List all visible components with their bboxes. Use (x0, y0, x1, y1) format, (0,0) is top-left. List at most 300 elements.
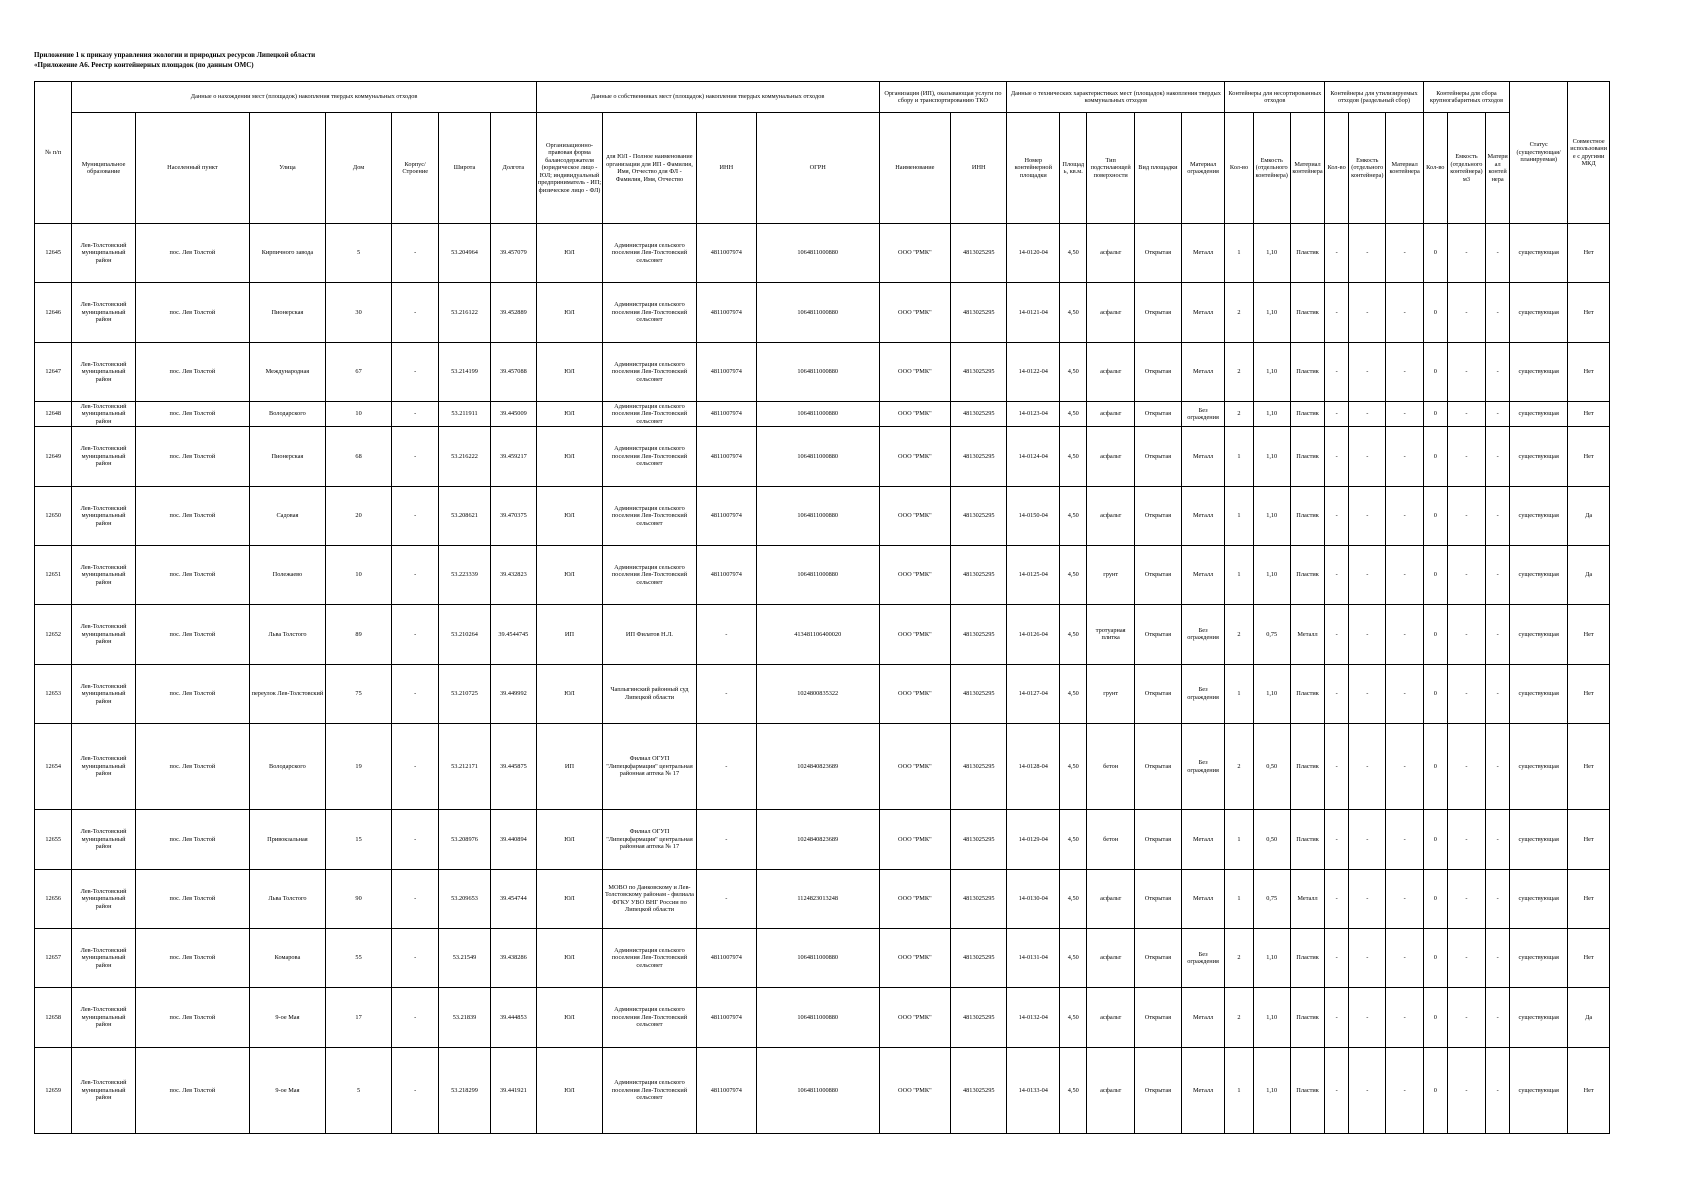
cell-r-material: - (1386, 810, 1423, 869)
cell-area: 4,50 (1060, 988, 1087, 1047)
col-shared: Совместное использование с другими МКД (1568, 82, 1610, 224)
cell-status: существующая (1510, 664, 1568, 723)
cell-r-count: - (1325, 283, 1349, 342)
cell-fence: Без ограждения (1181, 664, 1225, 723)
cell-settlement: пос. Лев Толстой (135, 224, 249, 283)
cell-r-capacity: - (1349, 988, 1386, 1047)
cell-b-capacity: - (1447, 869, 1485, 928)
cell-site-type: Открытая (1135, 486, 1182, 545)
cell-inn: 4811007974 (696, 401, 756, 426)
cell-u-count: 1 (1225, 224, 1253, 283)
cell-area: 4,50 (1060, 605, 1087, 664)
cell-b-material: - (1486, 342, 1510, 401)
cell-mo: Лев-Толстовский муниципальный район (72, 869, 135, 928)
cell-u-material: Металл (1290, 605, 1324, 664)
cell-u-capacity: 1,10 (1253, 342, 1290, 401)
cell-b-material: - (1486, 427, 1510, 486)
cell-num: 12649 (35, 427, 72, 486)
cell-b-count: 0 (1423, 486, 1447, 545)
cell-u-count: 2 (1225, 723, 1253, 809)
cell-b-count: 0 (1423, 664, 1447, 723)
cell-u-material: Пластик (1290, 224, 1324, 283)
cell-site-type: Открытая (1135, 869, 1182, 928)
cell-owner: ИП Филатов Н.Л. (603, 605, 696, 664)
cell-settlement: пос. Лев Толстой (135, 342, 249, 401)
cell-area: 4,50 (1060, 928, 1087, 987)
table-row (35, 427, 1610, 486)
cell-u-material: Пластик (1290, 664, 1324, 723)
table-row (35, 224, 1610, 283)
cell-mo: Лев-Толстовский муниципальный район (72, 283, 135, 342)
col-site-type: Вид площадки (1135, 113, 1182, 224)
col-house: Дом (325, 113, 391, 224)
cell-num: 12654 (35, 723, 72, 809)
cell-u-count: 2 (1225, 605, 1253, 664)
cell-num: 12647 (35, 342, 72, 401)
cell-surface: асфальт (1087, 988, 1135, 1047)
cell-surface: асфальт (1087, 224, 1135, 283)
cell-fence: Металл (1181, 810, 1225, 869)
cell-num: 12656 (35, 869, 72, 928)
cell-shared: Нет (1568, 224, 1610, 283)
cell-house: 20 (325, 486, 391, 545)
cell-r-material: - (1386, 545, 1423, 604)
cell-building: - (392, 928, 439, 987)
cell-lat: 53.216122 (439, 283, 491, 342)
group-bulky: Контейнеры для сбора крупногабаритных отходов (1423, 82, 1509, 113)
cell-u-capacity: 0,50 (1253, 723, 1290, 809)
cell-num: 12652 (35, 605, 72, 664)
cell-u-count: 2 (1225, 401, 1253, 426)
cell-status: существующая (1510, 486, 1568, 545)
cell-u-count: 1 (1225, 545, 1253, 604)
cell-op-inn: 4813025295 (951, 1047, 1007, 1133)
cell-status: существующая (1510, 723, 1568, 809)
cell-site-no: 14-0127-04 (1007, 664, 1060, 723)
cell-b-count: 0 (1423, 869, 1447, 928)
cell-lon: 39.454744 (490, 869, 536, 928)
cell-b-material: - (1486, 723, 1510, 809)
cell-site-no: 14-0124-04 (1007, 427, 1060, 486)
cell-u-capacity: 1,10 (1253, 928, 1290, 987)
col-inn: ИНН (696, 113, 756, 224)
cell-shared: Да (1568, 988, 1610, 1047)
cell-r-material: - (1386, 342, 1423, 401)
cell-num: 12653 (35, 664, 72, 723)
cell-op-inn: 4813025295 (951, 723, 1007, 809)
cell-lon: 39.444853 (490, 988, 536, 1047)
cell-mo: Лев-Толстовский муниципальный район (72, 342, 135, 401)
cell-area: 4,50 (1060, 664, 1087, 723)
table-row (35, 869, 1610, 928)
cell-r-count: - (1325, 810, 1349, 869)
table-row (35, 810, 1610, 869)
cell-shared: Нет (1568, 342, 1610, 401)
cell-ogrn: 1124823013248 (756, 869, 879, 928)
col-lat: Широта (439, 113, 491, 224)
cell-surface: асфальт (1087, 283, 1135, 342)
cell-ogrn: 1024840823689 (756, 810, 879, 869)
cell-site-type: Открытая (1135, 342, 1182, 401)
cell-site-type: Открытая (1135, 605, 1182, 664)
cell-r-material: - (1386, 928, 1423, 987)
cell-site-type: Открытая (1135, 928, 1182, 987)
group-unsorted: Контейнеры для несортированных отходов (1225, 82, 1325, 113)
col-owner-name: для ЮЛ - Полное наименование организации для ИП - Фамилия, Имя, Отчество для ФЛ - Фамилия, Имя, Отчество (603, 113, 696, 224)
cell-street: Льва Толстого (250, 605, 326, 664)
cell-org-form: ЮЛ (536, 401, 602, 426)
cell-u-capacity: 1,10 (1253, 664, 1290, 723)
cell-lon: 39.4544745 (490, 605, 536, 664)
cell-org-form: ИП (536, 605, 602, 664)
cell-settlement: пос. Лев Толстой (135, 1047, 249, 1133)
cell-lon: 39.452889 (490, 283, 536, 342)
cell-r-material: - (1386, 224, 1423, 283)
cell-site-no: 14-0122-04 (1007, 342, 1060, 401)
table-row (35, 342, 1610, 401)
cell-fence: Металл (1181, 427, 1225, 486)
cell-r-count: - (1325, 401, 1349, 426)
cell-site-type: Открытая (1135, 723, 1182, 809)
cell-surface: асфальт (1087, 486, 1135, 545)
cell-street: Льва Толстого (250, 869, 326, 928)
col-ogrn: ОГРН (756, 113, 879, 224)
cell-house: 55 (325, 928, 391, 987)
cell-u-count: 1 (1225, 664, 1253, 723)
cell-inn: 4811007974 (696, 545, 756, 604)
col-street: Улица (250, 113, 326, 224)
cell-mo: Лев-Толстовский муниципальный район (72, 1047, 135, 1133)
cell-u-material: Пластик (1290, 486, 1324, 545)
cell-ogrn: 1064811000880 (756, 224, 879, 283)
cell-u-material: Металл (1290, 869, 1324, 928)
cell-building: - (392, 224, 439, 283)
cell-shared: Да (1568, 545, 1610, 604)
cell-ogrn: 413481106400020 (756, 605, 879, 664)
cell-op-name: ООО "РМК" (879, 928, 951, 987)
cell-shared: Нет (1568, 664, 1610, 723)
cell-ogrn: 1064811000880 (756, 401, 879, 426)
col-lon: Долгота (490, 113, 536, 224)
cell-r-material: - (1386, 283, 1423, 342)
cell-org-form: ЮЛ (536, 283, 602, 342)
cell-op-inn: 4813025295 (951, 605, 1007, 664)
cell-r-capacity: - (1349, 605, 1386, 664)
col-org-form: Организационно-правовая форма балансодержателя (юридическое лицо - ЮЛ; индивидуальный предприниматель - ИП; физическое лицо - ФЛ) (536, 113, 602, 224)
cell-surface: грунт (1087, 545, 1135, 604)
cell-site-no: 14-0133-04 (1007, 1047, 1060, 1133)
cell-fence: Металл (1181, 486, 1225, 545)
cell-u-capacity: 1,10 (1253, 1047, 1290, 1133)
cell-org-form: ЮЛ (536, 928, 602, 987)
cell-ogrn: 1064811000880 (756, 427, 879, 486)
cell-ogrn: 1064811000880 (756, 342, 879, 401)
cell-org-form: ЮЛ (536, 486, 602, 545)
cell-house: 30 (325, 283, 391, 342)
cell-lon: 39.438286 (490, 928, 536, 987)
cell-inn: 4811007974 (696, 928, 756, 987)
cell-org-form: ЮЛ (536, 869, 602, 928)
col-operator-name: Наименование (879, 113, 951, 224)
group-recyclable: Контейнеры для утилизируемых отходов (раздельный сбор) (1325, 82, 1424, 113)
col-fence: Материал ограждения (1181, 113, 1225, 224)
cell-r-capacity: - (1349, 486, 1386, 545)
cell-settlement: пос. Лев Толстой (135, 988, 249, 1047)
cell-inn: 4811007974 (696, 224, 756, 283)
cell-status: существующая (1510, 545, 1568, 604)
cell-b-capacity: - (1447, 988, 1485, 1047)
container-sites-register-table (34, 81, 1610, 1134)
cell-shared: Нет (1568, 283, 1610, 342)
cell-inn: 4811007974 (696, 486, 756, 545)
cell-b-material: - (1486, 928, 1510, 987)
cell-fence: Металл (1181, 869, 1225, 928)
cell-surface: бетон (1087, 810, 1135, 869)
cell-surface: тротуарная плитка (1087, 605, 1135, 664)
cell-street: 9-ое Мая (250, 988, 326, 1047)
cell-lon: 39.470375 (490, 486, 536, 545)
cell-u-count: 2 (1225, 342, 1253, 401)
cell-street: Володарского (250, 401, 326, 426)
cell-settlement: пос. Лев Толстой (135, 401, 249, 426)
cell-ogrn: 1064811000880 (756, 283, 879, 342)
cell-r-capacity: - (1349, 342, 1386, 401)
cell-u-count: 2 (1225, 928, 1253, 987)
cell-house: 15 (325, 810, 391, 869)
cell-shared: Нет (1568, 1047, 1610, 1133)
cell-r-capacity: - (1349, 928, 1386, 987)
cell-op-name: ООО "РМК" (879, 401, 951, 426)
cell-owner: Администрация сельского поселения Лев-Толстовский сельсовет (603, 342, 696, 401)
cell-inn: 4811007974 (696, 988, 756, 1047)
cell-street: Привокзальная (250, 810, 326, 869)
cell-b-capacity: - (1447, 401, 1485, 426)
cell-owner: Администрация сельского поселения Лев-Толстовский сельсовет (603, 283, 696, 342)
cell-r-material: - (1386, 401, 1423, 426)
cell-op-name: ООО "РМК" (879, 427, 951, 486)
cell-site-type: Открытая (1135, 401, 1182, 426)
cell-num: 12651 (35, 545, 72, 604)
cell-u-count: 1 (1225, 486, 1253, 545)
cell-shared: Нет (1568, 605, 1610, 664)
cell-lat: 53.210725 (439, 664, 491, 723)
header-line-2: «Приложение А6. Реестр контейнерных площадок (по данным ОМС) (34, 61, 254, 69)
cell-inn: - (696, 664, 756, 723)
cell-op-name: ООО "РМК" (879, 224, 951, 283)
col-recyclable-capacity: Емкость (отдельного контейнера) (1349, 113, 1386, 224)
cell-site-no: 14-0150-04 (1007, 486, 1060, 545)
cell-b-material: - (1486, 283, 1510, 342)
cell-fence: Металл (1181, 988, 1225, 1047)
cell-org-form: ЮЛ (536, 988, 602, 1047)
cell-settlement: пос. Лев Толстой (135, 723, 249, 809)
cell-r-capacity: - (1349, 869, 1386, 928)
cell-r-count: - (1325, 342, 1349, 401)
table-row (35, 988, 1610, 1047)
cell-op-inn: 4813025295 (951, 486, 1007, 545)
cell-inn: - (696, 723, 756, 809)
cell-surface: асфальт (1087, 1047, 1135, 1133)
cell-owner: Чаплыгинский районный суд Липецкой области (603, 664, 696, 723)
cell-settlement: пос. Лев Толстой (135, 605, 249, 664)
col-area: Площадь, кв.м. (1060, 113, 1087, 224)
cell-street: Кирпичного завода (250, 224, 326, 283)
cell-op-name: ООО "РМК" (879, 605, 951, 664)
cell-status: существующая (1510, 928, 1568, 987)
cell-site-type: Открытая (1135, 664, 1182, 723)
cell-fence: Металл (1181, 342, 1225, 401)
cell-status: существующая (1510, 988, 1568, 1047)
cell-r-count: - (1325, 545, 1349, 604)
cell-lon: 39.459217 (490, 427, 536, 486)
cell-shared: Нет (1568, 401, 1610, 426)
cell-house: 67 (325, 342, 391, 401)
group-tech: Данные о технических характеристиках мест (площадок) накопления твердых коммунальных отходов (1007, 82, 1225, 113)
cell-b-capacity: - (1447, 723, 1485, 809)
cell-area: 4,50 (1060, 401, 1087, 426)
cell-u-material: Пластик (1290, 545, 1324, 604)
cell-u-count: 1 (1225, 869, 1253, 928)
cell-r-capacity: - (1349, 723, 1386, 809)
cell-surface: асфальт (1087, 869, 1135, 928)
cell-num: 12650 (35, 486, 72, 545)
cell-area: 4,50 (1060, 427, 1087, 486)
cell-op-name: ООО "РМК" (879, 342, 951, 401)
cell-lon: 39.440894 (490, 810, 536, 869)
cell-u-capacity: 1,10 (1253, 401, 1290, 426)
table-row (35, 545, 1610, 604)
cell-lat: 53.21549 (439, 928, 491, 987)
cell-r-count: - (1325, 1047, 1349, 1133)
cell-op-name: ООО "РМК" (879, 869, 951, 928)
cell-u-count: 1 (1225, 810, 1253, 869)
cell-house: 10 (325, 545, 391, 604)
cell-u-material: Пластик (1290, 1047, 1324, 1133)
cell-settlement: пос. Лев Толстой (135, 486, 249, 545)
cell-r-material: - (1386, 988, 1423, 1047)
cell-u-capacity: 0,75 (1253, 605, 1290, 664)
cell-settlement: пос. Лев Толстой (135, 810, 249, 869)
cell-house: 19 (325, 723, 391, 809)
cell-mo: Лев-Толстовский муниципальный район (72, 988, 135, 1047)
cell-lat: 53.210264 (439, 605, 491, 664)
cell-ogrn: 1064811000880 (756, 486, 879, 545)
cell-org-form: ЮЛ (536, 224, 602, 283)
cell-fence: Металл (1181, 545, 1225, 604)
cell-fence: Без ограждения (1181, 401, 1225, 426)
cell-building: - (392, 486, 439, 545)
cell-mo: Лев-Толстовский муниципальный район (72, 401, 135, 426)
cell-status: существующая (1510, 427, 1568, 486)
cell-street: Полежаево (250, 545, 326, 604)
cell-street: 9-ое Мая (250, 1047, 326, 1133)
cell-r-material: - (1386, 605, 1423, 664)
cell-org-form: ЮЛ (536, 664, 602, 723)
cell-owner: Администрация сельского поселения Лев-Толстовский сельсовет (603, 427, 696, 486)
cell-settlement: пос. Лев Толстой (135, 283, 249, 342)
cell-site-no: 14-0126-04 (1007, 605, 1060, 664)
cell-lon: 39.432823 (490, 545, 536, 604)
col-building: Корпус/Строение (392, 113, 439, 224)
cell-shared: Нет (1568, 427, 1610, 486)
col-unsorted-material: Материал контейнера (1290, 113, 1324, 224)
cell-u-material: Пластик (1290, 427, 1324, 486)
cell-r-material: - (1386, 869, 1423, 928)
cell-u-count: 2 (1225, 988, 1253, 1047)
cell-r-material: - (1386, 486, 1423, 545)
cell-b-capacity: - (1447, 545, 1485, 604)
cell-r-count: - (1325, 486, 1349, 545)
cell-status: существующая (1510, 224, 1568, 283)
cell-inn: 4811007974 (696, 342, 756, 401)
table-row (35, 605, 1610, 664)
cell-b-material: - (1486, 869, 1510, 928)
cell-owner: МОВО по Данковскому и Лев-Толстовскому районам - филиала ФГКУ УВО ВНГ России по Липецкой области (603, 869, 696, 928)
cell-b-count: 0 (1423, 605, 1447, 664)
cell-surface: грунт (1087, 664, 1135, 723)
cell-b-capacity: - (1447, 1047, 1485, 1133)
cell-lat: 53.208621 (439, 486, 491, 545)
cell-lat: 53.209653 (439, 869, 491, 928)
cell-r-material: - (1386, 1047, 1423, 1133)
cell-lon: 39.445875 (490, 723, 536, 809)
cell-u-material: Пластик (1290, 283, 1324, 342)
cell-shared: Нет (1568, 928, 1610, 987)
cell-r-capacity: - (1349, 427, 1386, 486)
col-recyclable-count: Кол-во (1325, 113, 1349, 224)
cell-b-count: 0 (1423, 545, 1447, 604)
cell-building: - (392, 723, 439, 809)
group-operator: Организация (ИП), оказывающая услуги по сбору и транспортированию ТКО (879, 82, 1007, 113)
cell-num: 12657 (35, 928, 72, 987)
cell-area: 4,50 (1060, 810, 1087, 869)
cell-owner: Филиал ОГУП "Липецкфармация" центральная районная аптека № 17 (603, 723, 696, 809)
cell-status: существующая (1510, 342, 1568, 401)
cell-u-capacity: 0,75 (1253, 869, 1290, 928)
cell-settlement: пос. Лев Толстой (135, 869, 249, 928)
cell-status: существующая (1510, 401, 1568, 426)
cell-b-material: - (1486, 664, 1510, 723)
cell-op-name: ООО "РМК" (879, 664, 951, 723)
cell-shared: Нет (1568, 869, 1610, 928)
cell-b-count: 0 (1423, 723, 1447, 809)
col-bulky-count: Кол-во (1423, 113, 1447, 224)
table-row (35, 486, 1610, 545)
cell-b-material: - (1486, 224, 1510, 283)
cell-site-no: 14-0125-04 (1007, 545, 1060, 604)
cell-lat: 53.212171 (439, 723, 491, 809)
cell-shared: Да (1568, 486, 1610, 545)
cell-street: переулок Лев-Толстовский (250, 664, 326, 723)
cell-r-count: - (1325, 723, 1349, 809)
col-bulky-capacity: Емкость (отдельного контейнера) м3 (1447, 113, 1485, 224)
cell-b-count: 0 (1423, 224, 1447, 283)
cell-b-count: 0 (1423, 810, 1447, 869)
cell-b-material: - (1486, 605, 1510, 664)
cell-ogrn: 1064811000880 (756, 545, 879, 604)
header-line-1: Приложение 1 к приказу управления экологии и природных ресурсов Липецкой области (34, 51, 316, 59)
cell-street: Международная (250, 342, 326, 401)
cell-building: - (392, 664, 439, 723)
cell-lon: 39.445009 (490, 401, 536, 426)
header-group-row (35, 82, 1610, 113)
cell-site-no: 14-0121-04 (1007, 283, 1060, 342)
cell-op-inn: 4813025295 (951, 869, 1007, 928)
cell-settlement: пос. Лев Толстой (135, 664, 249, 723)
cell-mo: Лев-Толстовский муниципальный район (72, 224, 135, 283)
cell-op-inn: 4813025295 (951, 401, 1007, 426)
cell-fence: Без ограждения (1181, 723, 1225, 809)
